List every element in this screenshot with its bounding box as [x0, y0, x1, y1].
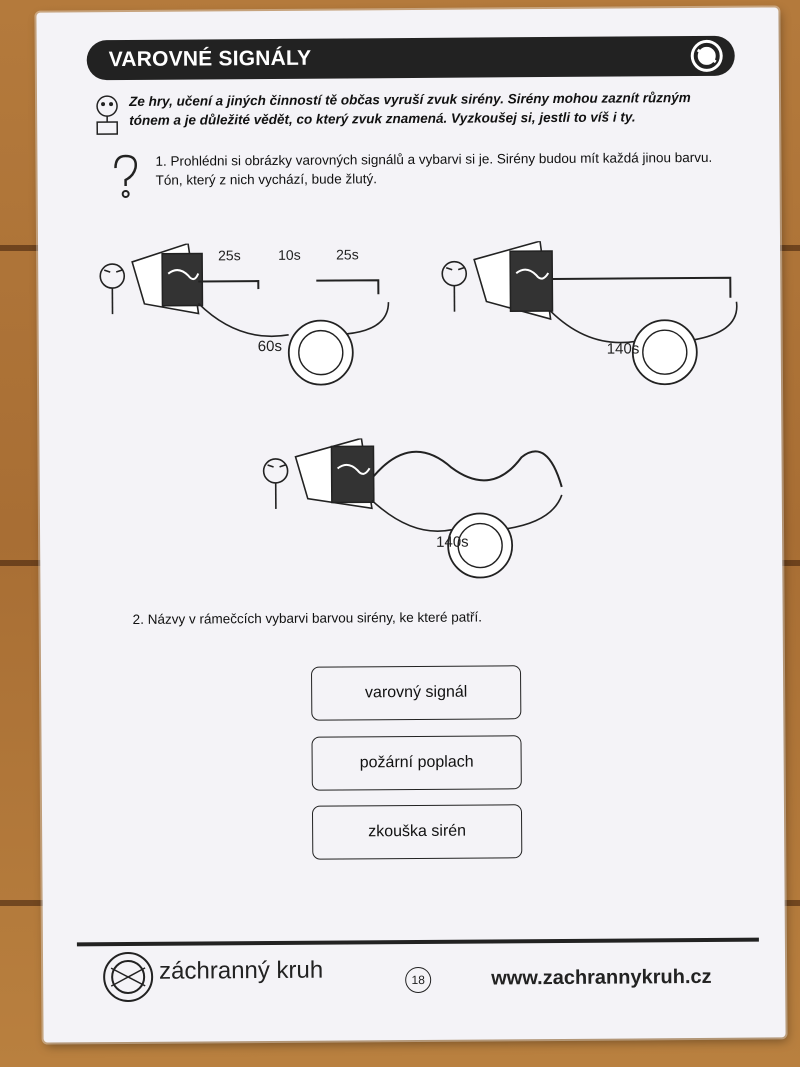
question-mark-icon [105, 152, 145, 202]
clock-duration: 60s [257, 337, 282, 356]
footer-url[interactable]: www.zachrannykruh.cz [491, 965, 712, 990]
footer-divider [77, 938, 759, 947]
zachranny-kruh-logo-icon [101, 950, 155, 1004]
clock-duration: 140s [606, 340, 640, 358]
task-2-text: 2. Názvy v rámečcích vybarvi barvou sirény, ke které patří. [132, 609, 483, 627]
answer-box-fire-alarm[interactable]: požární poplach [311, 735, 521, 790]
segment-label: 25s [218, 247, 241, 264]
answer-box-warning-signal[interactable]: varovný signál [311, 665, 521, 720]
segment-label: 25s [336, 246, 359, 263]
mascot-computer-icon [89, 92, 125, 142]
page-title: VAROVNÉ SIGNÁLY [108, 46, 312, 72]
task-1-text: 1. Prohlédni si obrázky varovných signálů a vybarvi si je. Sirény budou mít každá jinou barvu. Tón, který z nich vychází, bude žlutý. [155, 149, 713, 188]
siren-3 [251, 437, 582, 589]
siren-1 [88, 242, 409, 394]
footer-brand: záchranný kruh [159, 956, 324, 985]
title-bar [87, 36, 735, 81]
page-number: 18 [405, 967, 431, 993]
worksheet-page [36, 7, 785, 1042]
clock-duration: 140s [436, 533, 469, 551]
answer-box-siren-test[interactable]: zkouška sirén [312, 804, 522, 859]
siren-2 [430, 240, 751, 392]
ring-logo-icon [689, 38, 725, 74]
intro-text: Ze hry, učení a jiných činností tě občas vyruší zvuk sirény. Sirény mohou zaznít různým tónem a je důležité vědět, co který zvuk znamená. Vyzkoušej si, jestli to víš i ty. [128, 90, 691, 128]
segment-label: 10s [278, 246, 301, 263]
